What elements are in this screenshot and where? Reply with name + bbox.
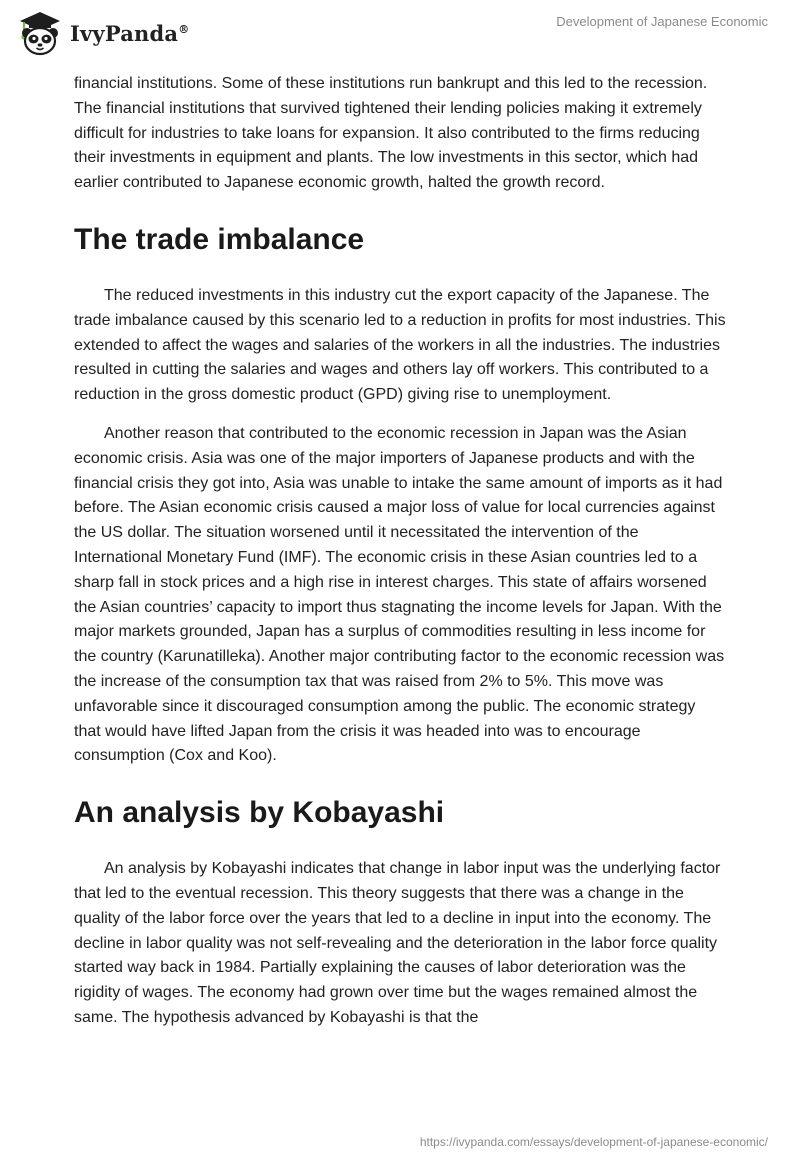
paragraph: An analysis by Kobayashi indicates that change in labor input was the underlying factor that led to the eventual recession. This theory suggests that there was a change in the quality of the labor force over the years that led to a decline in input into the economy. The decline in labor quality was not self-revealing and the deterioration in the labor force quality started way back in 1984. Partially explaining the causes of labor deterioration was the rigidity of wages. The economy had grown over time but the wages remained almost the same. The hypothesis advanced by Kobayashi is that the [74, 860, 721, 1026]
paragraph-continuation: financial institutions. Some of these institutions run bankrupt and this led to the recession. The financial institutions that survived tightened their lending policies making it extremely difficult for industries to take loans for expansion. It also contributed to the firms reducing their investments in equipment and plants. The low investments in this sector, which had earlier contributed to Japanese economic growth, halted the growth record. [74, 75, 708, 192]
brand-logo[interactable] [16, 9, 189, 57]
brand-name: IvyPanda® [70, 20, 190, 46]
document-title: Development of Japanese Economic [556, 14, 768, 29]
heading-trade-imbalance: The trade imbalance [74, 222, 365, 256]
source-url[interactable]: https://ivypanda.com/essays/development-of-japanese-economic/ [419, 1135, 768, 1149]
paragraph: Another reason that contributed to the economic recession in Japan was the Asian economic crisis. Asia was one of the major importers of Japanese products and with the financial crisis they got into, Asia was unable to intake the same amount of imports as it had before. The Asian economic crisis caused a major loss of value for local currencies against the US dollar. The situation worsened until it necessitated the intervention of the International Monetary Fund (IMF). The economic crisis in these Asian countries led to a sharp fall in stock prices and a high rise in interest charges. This state of affairs worsened the Asian countries’ capacity to import thus stagnating the income levels for Japan. With the major markets grounded, Japan has a surplus of commodities resulting in less income for the country (Karunatilleka). Another major contributing factor to the economic recession was the increase of the consumption tax that was raised from 2% to 5%. This move was unfavorable since it discouraged consumption among the public. The economic strategy that would have lifted Japan from the crisis it was headed into was to encourage consumption (Cox and Koo). [74, 424, 725, 765]
heading-analysis-kobayashi: An analysis by Kobayashi [74, 796, 445, 830]
paragraph: The reduced investments in this industry cut the export capacity of the Japanese. The trade imbalance caused by this scenario led to a reduction in profits for most industries. This extended to affect the wages and salaries of the workers in all the industries. The industries resulted in cutting the salaries and wages and others lay off workers. This contributed to a reduction in the gross domestic product (GPD) giving rise to unemployment. [74, 286, 726, 404]
essay-content [74, 72, 726, 1045]
panda-logo-icon [16, 9, 64, 57]
page-header [0, 0, 800, 70]
